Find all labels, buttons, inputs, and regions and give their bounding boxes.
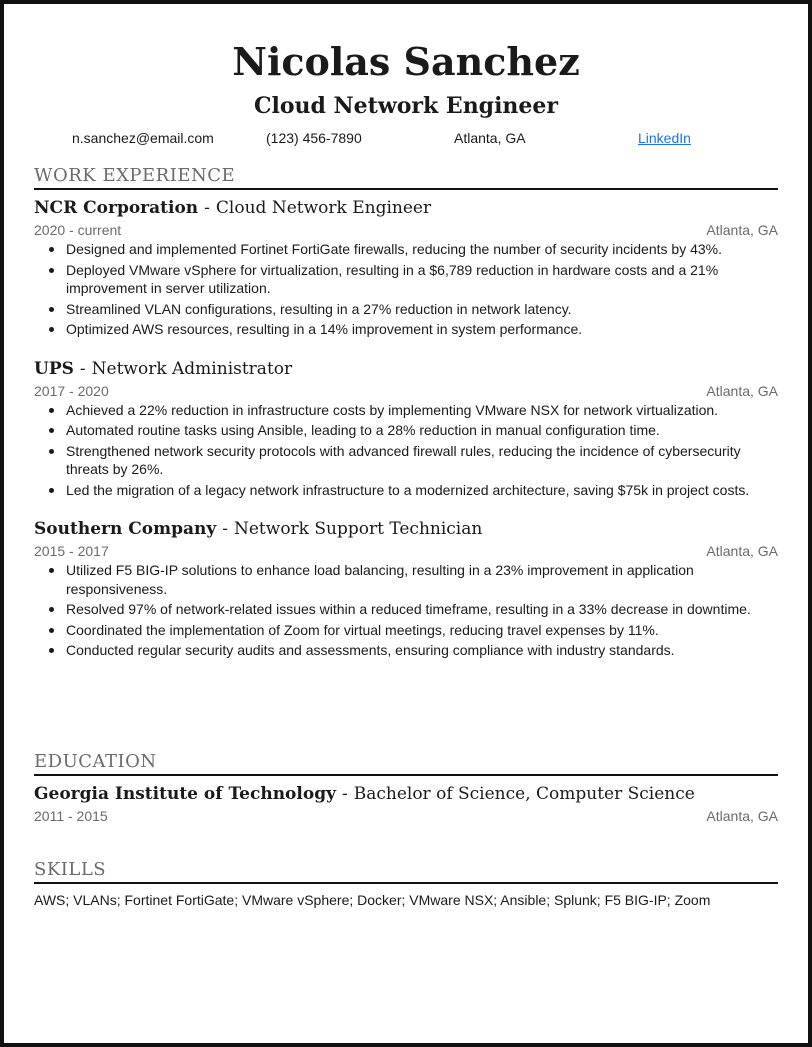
bullet-item: Conducted regular security audits and assessments, ensuring compliance with industry standards.	[66, 641, 778, 660]
bullet-item: Resolved 97% of network-related issues within a reduced timeframe, resulting in a 33% decrease in downtime.	[66, 600, 778, 619]
job-location: Atlanta, GA	[706, 222, 778, 238]
job-header	[34, 196, 778, 220]
education-field: Computer Science	[536, 784, 695, 804]
job-meta	[34, 220, 778, 240]
work-experience-heading: WORK EXPERIENCE	[34, 164, 778, 190]
job-separator: -	[204, 198, 210, 218]
bullet-item: Led the migration of a legacy network infrastructure to a modernized architecture, saving $75k in project costs.	[66, 481, 778, 500]
bullet-item: Optimized AWS resources, resulting in a 14% improvement in system performance.	[66, 320, 778, 339]
bullet-item: Designed and implemented Fortinet FortiGate firewalls, reducing the number of security incidents by 43%.	[66, 240, 778, 259]
education-meta	[34, 806, 778, 826]
work-experience-section	[34, 164, 778, 662]
job-meta	[34, 381, 778, 401]
education-heading: EDUCATION	[34, 750, 778, 776]
bullet-item: Achieved a 22% reduction in infrastructure costs by implementing VMware NSX for network virtualization.	[66, 401, 778, 420]
education-dates: 2011 - 2015	[34, 808, 108, 824]
job-role: Network Support Technician	[234, 519, 483, 539]
education-separator: -	[341, 784, 348, 804]
job-role: Network Administrator	[91, 358, 293, 379]
contact-phone: (123) 456-7890	[266, 130, 362, 146]
job-entry	[34, 357, 778, 500]
education-degree: Bachelor of Science,	[353, 784, 531, 804]
job-bullets	[34, 401, 778, 500]
job-company: UPS	[34, 358, 74, 379]
skills-section	[34, 858, 778, 910]
bullet-item: Coordinated the implementation of Zoom for virtual meetings, reducing travel expenses by 11%.	[66, 621, 778, 640]
contact-email[interactable]: n.sanchez@email.com	[72, 130, 214, 146]
education-header	[34, 782, 778, 806]
bullet-item: Deployed VMware vSphere for virtualization, resulting in a $6,789 reduction in hardware costs and a 21% improvement in server utilization.	[66, 261, 778, 298]
job-header	[34, 357, 778, 381]
job-bullets	[34, 240, 778, 339]
job-location: Atlanta, GA	[706, 543, 778, 559]
bullet-item: Strengthened network security protocols with advanced firewall rules, reducing the incidence of cybersecurity threats by 26%.	[66, 442, 778, 479]
job-company: NCR Corporation	[34, 198, 199, 218]
job-dates: 2015 - 2017	[34, 543, 109, 559]
education-school: Georgia Institute of Technology	[34, 784, 336, 804]
job-company: Southern Company	[34, 519, 217, 539]
job-dates: 2020 - current	[34, 222, 122, 238]
bullet-item: Automated routine tasks using Ansible, leading to a 28% reduction in manual configuration time.	[66, 421, 778, 440]
job-entry	[34, 517, 778, 660]
job-location: Atlanta, GA	[706, 382, 778, 399]
candidate-title: Cloud Network Engineer	[253, 93, 559, 119]
skills-heading: SKILLS	[34, 858, 778, 884]
job-meta	[34, 541, 778, 561]
job-separator: -	[222, 519, 228, 539]
education-location: Atlanta, GA	[706, 808, 778, 824]
job-bullets	[34, 561, 778, 660]
contact-bar	[4, 128, 808, 148]
skills-list: AWS; VLANs; Fortinet FortiGate; VMware vSphere; Docker; VMware NSX; Ansible; Splunk; F5 BIG-IP; Zoom	[34, 892, 711, 908]
job-separator: -	[79, 358, 86, 379]
education-section	[34, 750, 778, 826]
contact-location: Atlanta, GA	[454, 130, 526, 146]
linkedin-link[interactable]: LinkedIn	[638, 130, 691, 146]
job-role: Cloud Network Engineer	[215, 198, 432, 218]
job-header	[34, 517, 778, 541]
candidate-name: Nicolas Sanchez	[232, 39, 580, 84]
job-dates: 2017 - 2020	[34, 382, 109, 399]
education-entry	[34, 782, 778, 826]
bullet-item: Streamlined VLAN configurations, resulting in a 27% reduction in network latency.	[66, 300, 778, 319]
job-entry	[34, 196, 778, 339]
bullet-item: Utilized F5 BIG-IP solutions to enhance load balancing, resulting in a 23% improvement in application responsiveness.	[66, 561, 778, 598]
